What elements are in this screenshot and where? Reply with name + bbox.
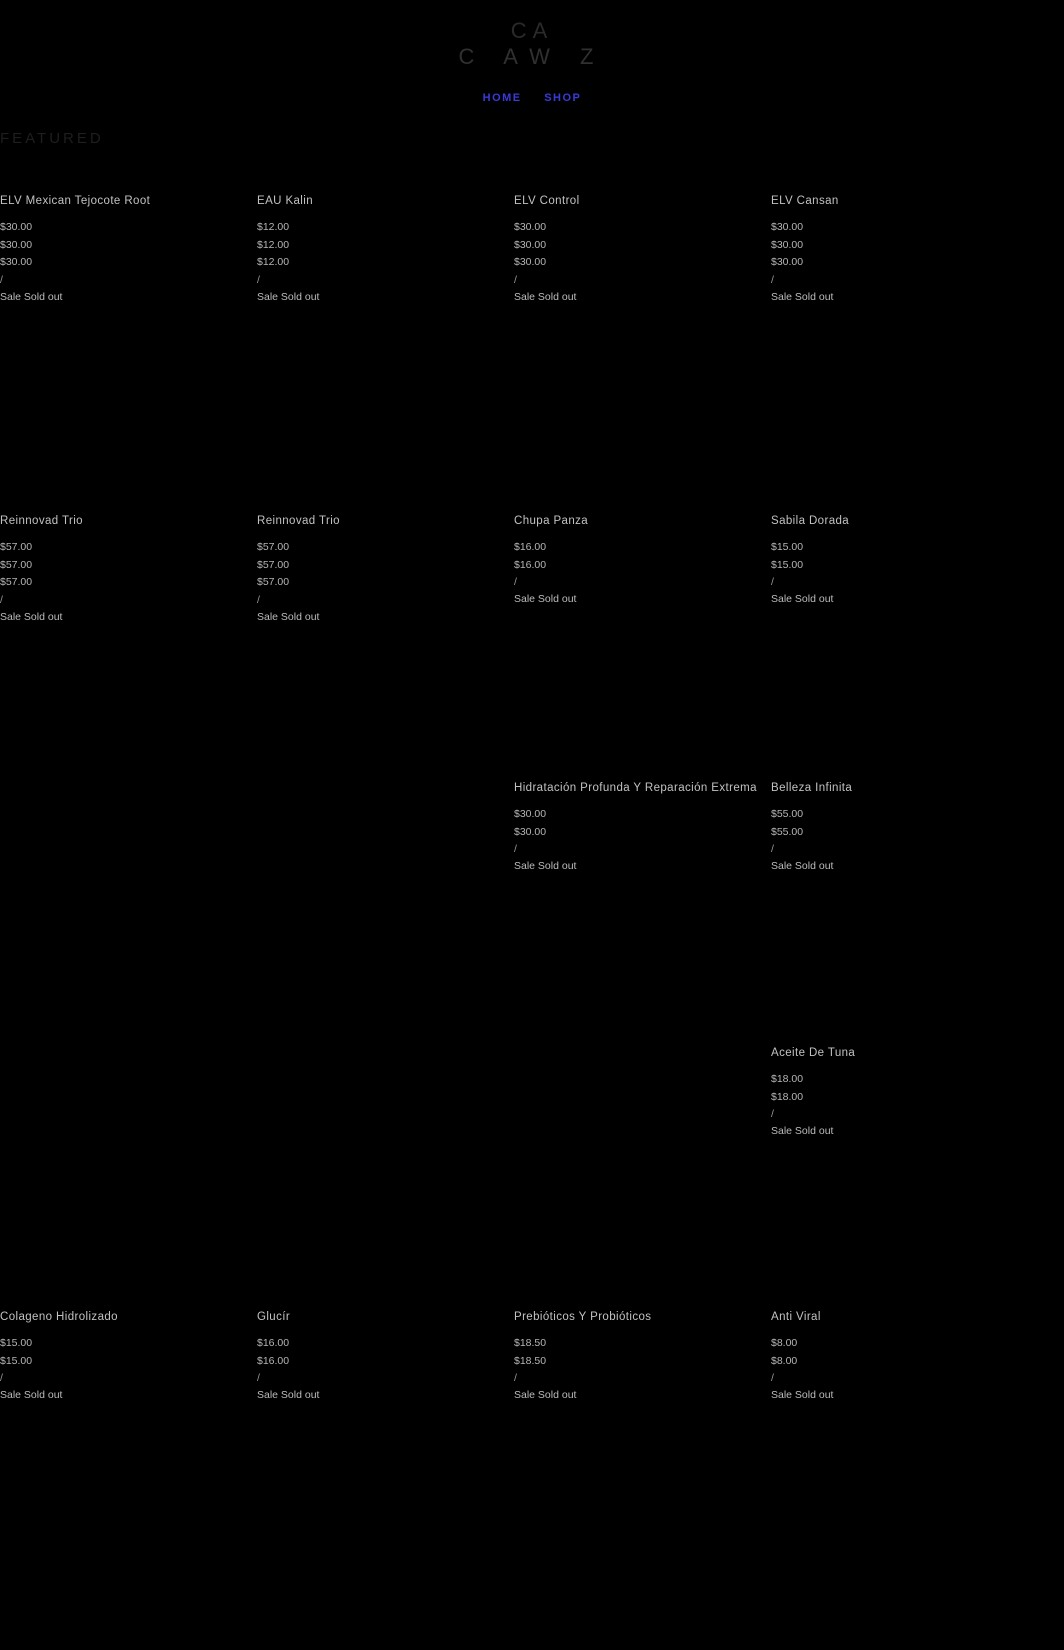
product-price-compare: $57.00 (0, 558, 33, 571)
product-card[interactable] (257, 515, 507, 626)
product-price-block (257, 219, 507, 306)
product-price-regular: $16.00 (257, 1337, 290, 1349)
product-status-badges: Sale Sold out (771, 1125, 834, 1137)
price-separator: / (771, 843, 774, 855)
product-card[interactable] (771, 1047, 1021, 1141)
product-price-compare: $30.00 (514, 825, 547, 838)
product-status-badges: Sale Sold out (771, 860, 834, 872)
product-status-badges: Sale Sold out (257, 1389, 320, 1401)
product-price-compare: $30.00 (0, 238, 33, 251)
price-separator: / (257, 1372, 260, 1384)
product-price-sale: $30.00 (514, 256, 547, 268)
price-separator: / (771, 273, 774, 286)
product-title[interactable]: Aceite De Tuna (771, 1047, 856, 1059)
product-status-badges: Sale Sold out (0, 610, 63, 623)
product-title[interactable]: Colageno Hidrolizado (0, 1311, 118, 1323)
product-title[interactable]: Chupa Panza (514, 515, 589, 527)
store-logo[interactable] (0, 18, 1064, 70)
product-price-regular: $30.00 (0, 221, 33, 233)
product-card[interactable] (771, 195, 1021, 306)
product-price-block (0, 539, 250, 626)
product-price-regular: $16.00 (514, 541, 547, 553)
product-card[interactable] (257, 195, 507, 306)
product-title[interactable]: Reinnovad Trio (257, 515, 340, 527)
product-price-block (771, 539, 1021, 609)
product-price-block (0, 219, 250, 306)
product-price-sale: $30.00 (0, 256, 33, 268)
product-price-regular: $15.00 (771, 541, 804, 553)
product-price-regular: $55.00 (771, 808, 804, 820)
product-status-badges: Sale Sold out (0, 290, 63, 303)
store-logo-line-1: CA (510, 18, 554, 43)
product-price-compare: $57.00 (257, 558, 290, 571)
product-price-compare: $16.00 (257, 1354, 290, 1367)
product-card[interactable] (514, 782, 764, 876)
section-title-featured: FEATURED (0, 130, 104, 147)
product-price-block (514, 1335, 764, 1405)
product-status-badges: Sale Sold out (771, 1389, 834, 1401)
store-logo-line-2: C AW Z (458, 44, 606, 69)
product-title[interactable]: EAU Kalin (257, 195, 314, 207)
main-navigation (0, 92, 1064, 104)
product-title[interactable]: Reinnovad Trio (0, 515, 83, 527)
product-card[interactable] (0, 195, 250, 306)
product-price-block (514, 219, 764, 306)
product-status-badges: Sale Sold out (514, 593, 577, 605)
product-price-block (771, 806, 1021, 876)
product-price-compare: $15.00 (0, 1354, 33, 1367)
product-price-regular: $15.00 (0, 1337, 33, 1349)
price-separator: / (257, 593, 260, 606)
product-price-block (257, 539, 507, 626)
product-price-block (514, 806, 764, 876)
price-separator: / (257, 273, 260, 286)
product-price-regular: $30.00 (514, 808, 547, 820)
product-price-regular: $57.00 (0, 541, 33, 553)
nav-shop[interactable]: SHOP (544, 92, 582, 104)
product-title[interactable]: ELV Mexican Tejocote Root (0, 195, 151, 207)
product-price-regular: $8.00 (771, 1337, 798, 1349)
product-price-block (257, 1335, 507, 1405)
product-price-compare: $15.00 (771, 558, 804, 571)
product-price-compare: $55.00 (771, 825, 804, 838)
price-separator: / (514, 843, 517, 855)
price-separator: / (771, 1108, 774, 1120)
product-title[interactable]: Hidratación Profunda Y Reparación Extrema (514, 782, 757, 794)
product-status-badges: Sale Sold out (257, 610, 320, 623)
product-price-regular: $30.00 (514, 221, 547, 233)
product-price-regular: $30.00 (771, 221, 804, 233)
product-card[interactable] (257, 1311, 507, 1405)
product-card[interactable] (514, 195, 764, 306)
product-status-badges: Sale Sold out (771, 290, 834, 303)
product-price-sale: $12.00 (257, 256, 290, 268)
product-price-sale: $57.00 (257, 576, 290, 588)
price-separator: / (771, 576, 774, 588)
product-price-compare: $30.00 (771, 238, 804, 251)
product-title[interactable]: Anti Viral (771, 1311, 821, 1323)
product-price-block (771, 1335, 1021, 1405)
product-title[interactable]: Belleza Infinita (771, 782, 853, 794)
product-title[interactable]: Sabila Dorada (771, 515, 850, 527)
product-price-regular: $18.00 (771, 1073, 804, 1085)
product-price-compare: $16.00 (514, 558, 547, 571)
product-price-compare: $30.00 (514, 238, 547, 251)
price-separator: / (0, 593, 3, 606)
price-separator: / (514, 1372, 517, 1384)
product-card[interactable] (514, 1311, 764, 1405)
price-separator: / (0, 1372, 3, 1384)
product-price-regular: $18.50 (514, 1337, 547, 1349)
product-status-badges: Sale Sold out (514, 1389, 577, 1401)
product-price-sale: $30.00 (771, 256, 804, 268)
product-card[interactable] (771, 1311, 1021, 1405)
product-card[interactable] (0, 1311, 250, 1405)
product-price-block (0, 1335, 250, 1405)
product-price-sale: $57.00 (0, 576, 33, 588)
product-price-compare: $8.00 (771, 1354, 798, 1367)
product-price-regular: $57.00 (257, 541, 290, 553)
product-price-compare: $18.00 (771, 1090, 804, 1103)
product-status-badges: Sale Sold out (514, 290, 577, 303)
product-title[interactable]: Prebióticos Y Probióticos (514, 1311, 652, 1323)
product-card[interactable] (771, 515, 1021, 609)
price-separator: / (514, 273, 517, 286)
product-title[interactable]: ELV Control (514, 195, 580, 207)
product-status-badges: Sale Sold out (514, 860, 577, 872)
product-status-badges: Sale Sold out (0, 1389, 63, 1401)
product-title[interactable]: ELV Cansan (771, 195, 839, 207)
product-card[interactable] (0, 515, 250, 626)
product-card[interactable] (771, 782, 1021, 876)
product-price-block (514, 539, 764, 609)
product-title[interactable]: Glucír (257, 1311, 291, 1323)
product-price-compare: $18.50 (514, 1354, 547, 1367)
product-price-block (771, 1071, 1021, 1141)
product-status-badges: Sale Sold out (257, 290, 320, 303)
product-status-badges: Sale Sold out (771, 593, 834, 605)
price-separator: / (771, 1372, 774, 1384)
nav-home[interactable]: HOME (482, 92, 522, 104)
price-separator: / (514, 576, 517, 588)
product-price-compare: $12.00 (257, 238, 290, 251)
product-price-block (771, 219, 1021, 306)
product-card[interactable] (514, 515, 764, 609)
price-separator: / (0, 273, 3, 286)
product-price-regular: $12.00 (257, 221, 290, 233)
